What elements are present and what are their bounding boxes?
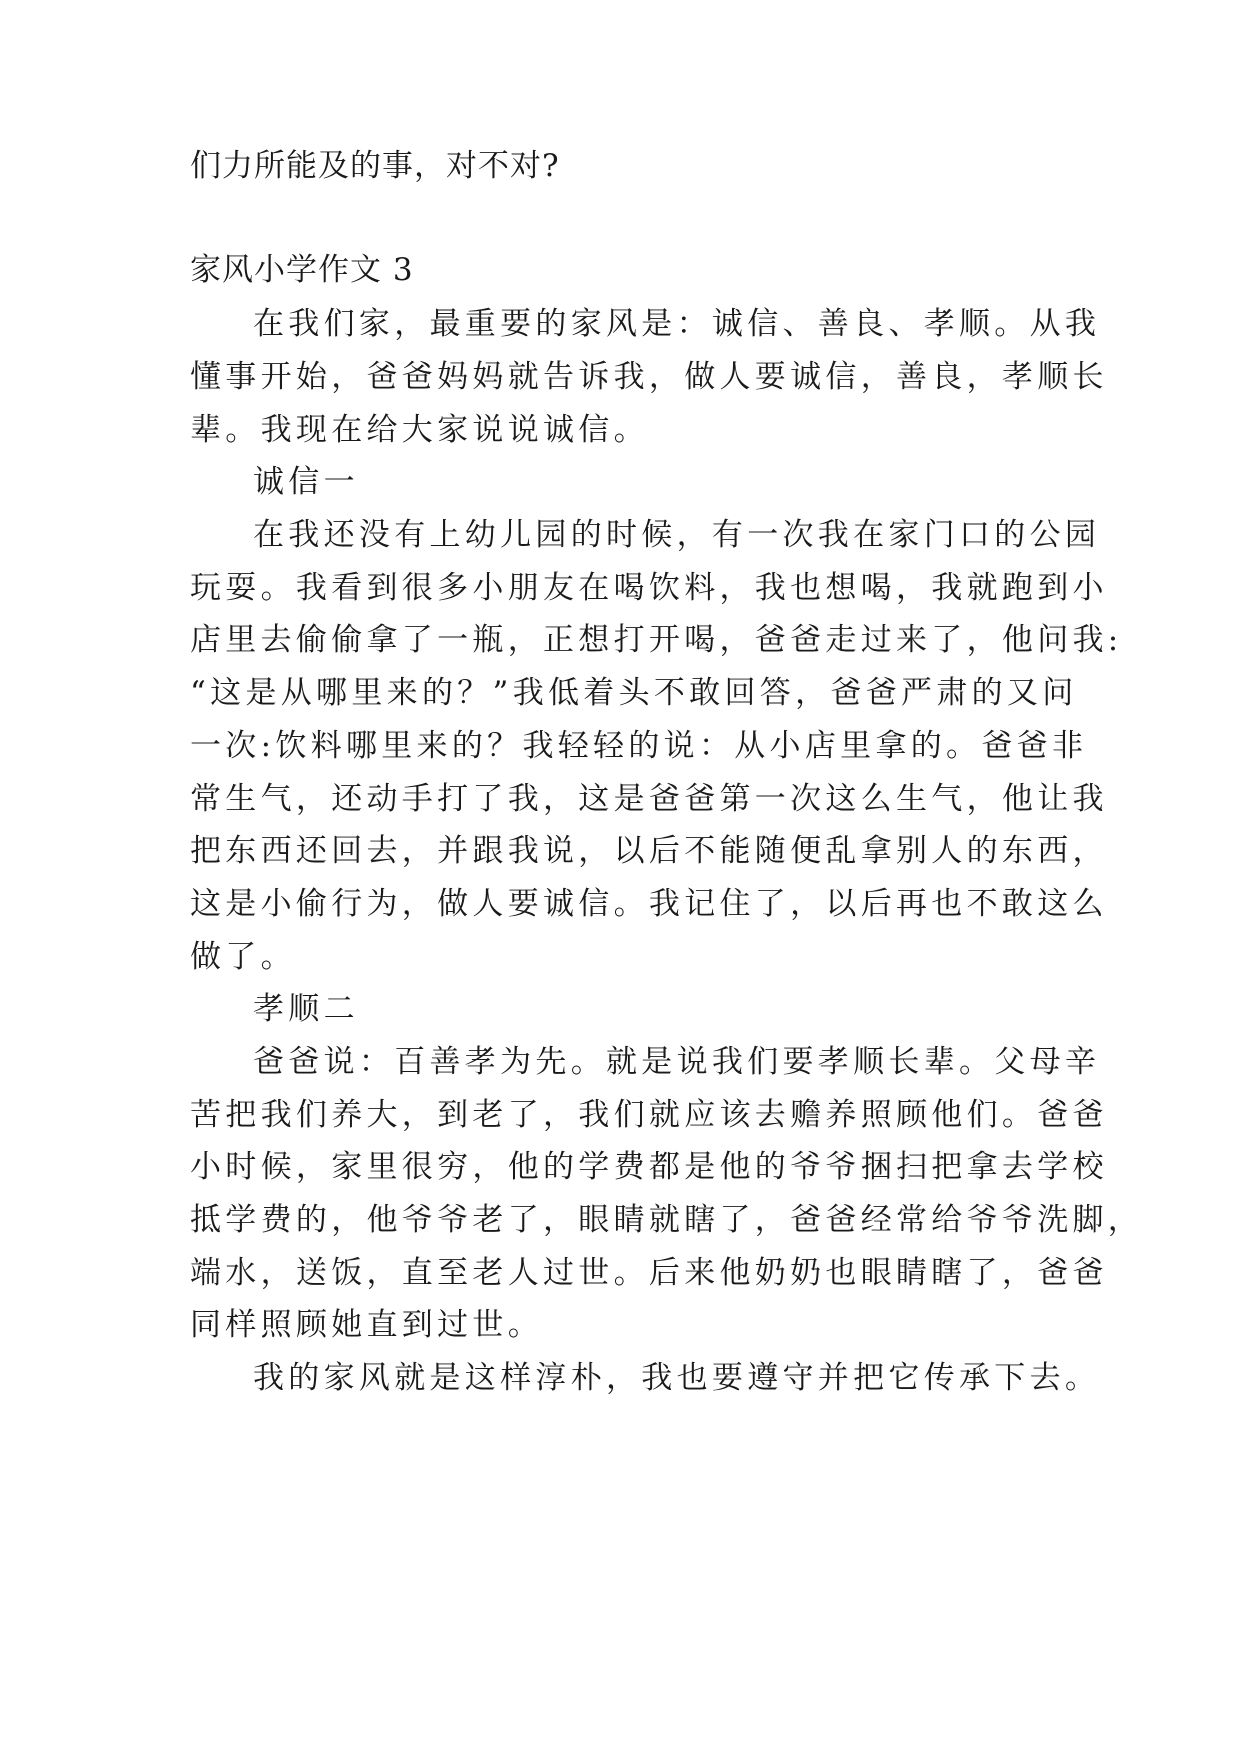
paragraph-line: 懂事开始，爸爸妈妈就告诉我，做人要诚信，善良，孝顺长	[190, 359, 1108, 395]
paragraph-line: 苦把我们养大，到老了，我们就应该去赡养照顾他们。爸爸	[190, 1097, 1108, 1133]
continuation-line: 们力所能及的事，对不对?	[190, 148, 560, 184]
paragraph-line: 把东西还回去，并跟我说，以后不能随便乱拿别人的东西，	[190, 833, 1108, 869]
paragraph-line: 抵学费的，他爷爷老了，眼睛就瞎了，爸爸经常给爷爷洗脚，	[190, 1202, 1144, 1238]
section-title: 家风小学作文 3	[190, 252, 414, 288]
paragraph-line: 小时候，家里很穷，他的学费都是他的爷爷捆扫把拿去学校	[190, 1149, 1108, 1185]
paragraph-line: 做了。	[190, 939, 296, 975]
paragraph-line: “这是从哪里来的？”我低着头不敢回答，爸爸严肃的又问	[190, 675, 1078, 711]
paragraph-line: 店里去偷偷拿了一瓶，正想打开喝，爸爸走过来了，他问我:	[190, 622, 1123, 658]
paragraph-line: 辈。我现在给大家说说诚信。	[190, 412, 649, 448]
paragraph-line: 在我还没有上幼儿园的时候，有一次我在家门口的公园	[253, 517, 1101, 553]
paragraph-line: 在我们家，最重要的家风是：诚信、善良、孝顺。从我	[253, 306, 1101, 342]
paragraph-line: 同样照顾她直到过世。	[190, 1307, 543, 1343]
paragraph-line: 常生气，还动手打了我，这是爸爸第一次这么生气，他让我	[190, 781, 1108, 817]
subheading-honesty: 诚信一	[253, 464, 359, 500]
paragraph-line: 这是小偷行为，做人要诚信。我记住了，以后再也不敢这么	[190, 886, 1108, 922]
paragraph-line: 端水，送饭，直至老人过世。后来他奶奶也眼睛瞎了，爸爸	[190, 1255, 1108, 1291]
paragraph-line: 爸爸说：百善孝为先。就是说我们要孝顺长辈。父母辛	[253, 1044, 1101, 1080]
paragraph-line: 玩耍。我看到很多小朋友在喝饮料，我也想喝，我就跑到小	[190, 570, 1108, 606]
subheading-filial-piety: 孝顺二	[253, 991, 359, 1027]
paragraph-line: 我的家风就是这样淳朴，我也要遵守并把它传承下去。	[253, 1360, 1101, 1396]
paragraph-line: 一次:饮料哪里来的？我轻轻的说：从小店里拿的。爸爸非	[190, 728, 1088, 764]
